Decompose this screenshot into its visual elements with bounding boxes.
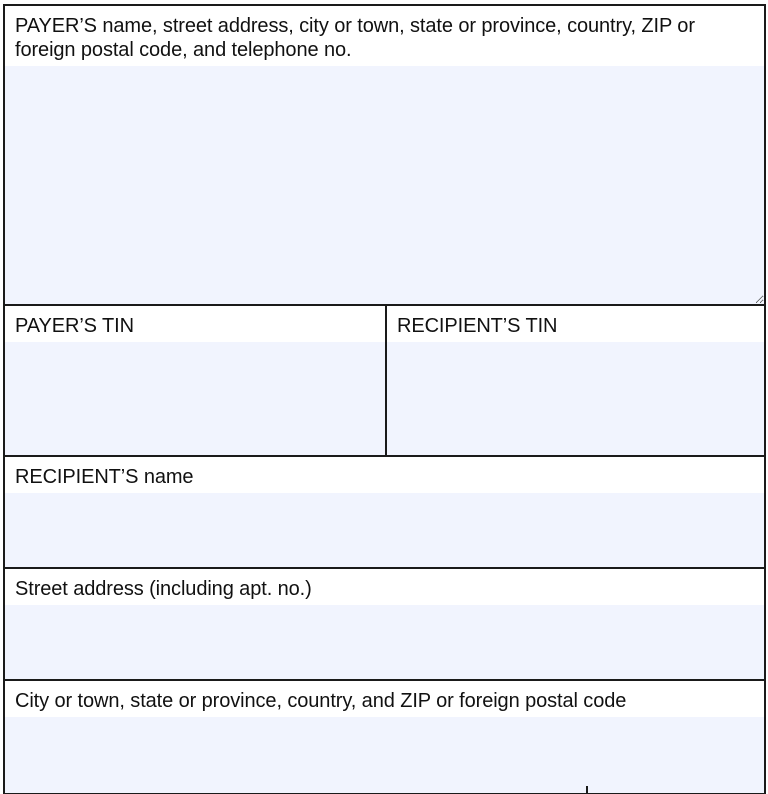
city-state-zip-field[interactable]: [5, 717, 764, 793]
recipient-name-row: [5, 457, 764, 569]
street-address-field[interactable]: [5, 605, 764, 679]
payer-info-label: PAYER’S name, street address, city or town, state or province, country, ZIP or foreign postal code, and telephone no.: [5, 6, 764, 66]
recipient-tin-field[interactable]: [387, 342, 764, 455]
recipient-name-label: RECIPIENT’S name: [5, 457, 764, 493]
tax-form-payer-recipient-section: [3, 4, 766, 794]
city-state-zip-row: [5, 681, 764, 793]
street-address-row: [5, 569, 764, 681]
recipient-name-field[interactable]: [5, 493, 764, 567]
payer-tin-box: [5, 306, 385, 455]
tin-row: [5, 306, 764, 457]
street-address-box: [5, 569, 764, 679]
city-state-zip-label: City or town, state or province, country, and ZIP or foreign postal code: [5, 681, 764, 717]
payer-info-box: [5, 6, 764, 304]
recipient-name-box: [5, 457, 764, 567]
city-state-zip-box: [5, 681, 764, 793]
street-address-label: Street address (including apt. no.): [5, 569, 764, 605]
payer-info-field[interactable]: [5, 66, 764, 304]
recipient-tin-label: RECIPIENT’S TIN: [387, 306, 764, 342]
column-divider-tick: [586, 786, 588, 794]
payer-tin-field[interactable]: [5, 342, 385, 455]
payer-tin-label: PAYER’S TIN: [5, 306, 385, 342]
recipient-tin-box: [385, 306, 764, 455]
payer-info-row: [5, 6, 764, 306]
